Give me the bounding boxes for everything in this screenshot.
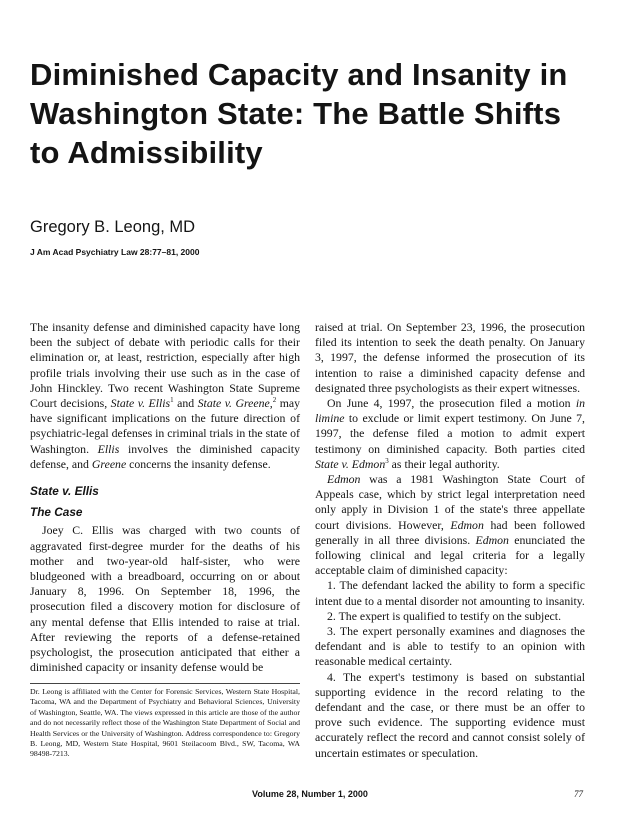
body-text: On June 4, 1997, the prosecution filed a motion <box>327 396 576 411</box>
footer-volume: Volume 28, Number 1, 2000 <box>252 789 368 799</box>
intro-text: concerns the insanity defense. <box>126 456 271 471</box>
body-text: as their legal authority. <box>388 456 500 471</box>
intro-text: The insanity defense and diminished capacity have long been the subject of debate with periodic calls for their elimination or, at least, restriction, especially after high profile trials involving their use such as in the case of John Hinckley. Two recent Washington State Supreme Court decisions, <box>30 320 300 411</box>
case-name: State v. Ellis <box>110 396 171 411</box>
author-name: Gregory B. Leong, MD <box>30 218 196 236</box>
latin-term: in limine <box>315 396 585 426</box>
case-name: Edmon <box>327 472 361 487</box>
body-paragraph <box>315 472 585 578</box>
criterion-item: 3. The expert personally examines and diagnoses the defendant and is able to testify to an opinion with reasonable medical certainty. <box>315 624 585 669</box>
page-number: 77 <box>574 789 583 799</box>
case-paragraph: Joey C. Ellis was charged with two counts of aggravated first-degree murder for the deaths of his mother and two-year-old half-sister, who were bludgeoned with a breadboard, occurring on or about January 8, 1996. On September 18, 1996, the prosecution filed a discovery motion for disclosure of any mental defense that Ellis intended to raise at trial. After reviewing the reports of a defense-retained psychologist, the prosecution anticipated that either a diminished capacity or insanity defense would be <box>30 523 300 675</box>
reference-number: 3 <box>385 456 389 465</box>
case-name: Greene <box>91 456 127 471</box>
body-text: was a 1981 Washington State Court of Appeals case, which by strict legal interpretation need only apply in Division 1 of the state's three appellate court divisions. However, <box>315 472 585 532</box>
case-name: State v. Greene, <box>197 396 273 411</box>
case-name: Ellis <box>97 441 120 456</box>
intro-text: involves the diminished capacity defense, and <box>30 441 300 471</box>
author-footnote: Dr. Leong is affiliated with the Center for Forensic Services, Western State Hospital, Tacoma, WA and the Department of Psychiatry and Behavioral Sciences, University of Washington, Seattle, WA. The views expressed in this article are those of the author and do not necessarily reflect those of the Washington State Department of Social and Health Services or the University of Washington. Address correspondence to: Gregory B. Leong, MD, Western State Hospital, 9601 Steilacoom Blvd., SW, Tacoma, WA 98498-7213. <box>30 683 300 760</box>
intro-paragraph <box>30 320 300 472</box>
body-text: had been followed generally in all three divisions. <box>315 517 585 547</box>
case-name: Edmon <box>450 517 484 532</box>
intro-text: and <box>173 396 198 411</box>
right-column <box>315 320 585 761</box>
reference-number: 2 <box>272 396 277 405</box>
case-name: State v. Edmon <box>315 456 386 471</box>
body-paragraph <box>315 396 585 472</box>
body-text: enunciated the following clinical and legal criteria for a legally acceptable claim of diminished capacity: <box>315 532 586 578</box>
criterion-item: 4. The expert's testimony is based on substantial supporting evidence in the record relating to the defendant and the case, or there must be an offer to prove such evidence. The supporting evidence must accurately reflect the record and cannot consist solely of uncertain estimates or speculation. <box>315 669 585 760</box>
section-heading: State v. Ellis <box>30 484 99 499</box>
body-paragraph: raised at trial. On September 23, 1996, the prosecution filed its intention to seek the death penalty. On January 3, 1997, the defense informed the prosecution of its intention to raise a diminished capacity defense and designated three psychologists as their expert witnesses. <box>315 320 585 395</box>
left-column <box>30 320 300 675</box>
criterion-item: 2. The expert is qualified to testify on the subject. <box>327 608 562 623</box>
body-text: to exclude or limit expert testimony. On June 7, 1997, the defense filed a motion to admit expert testimony on diminished capacity. Both parties cited <box>315 411 585 456</box>
reference-number: 1 <box>170 396 174 405</box>
subsection-heading: The Case <box>30 505 83 520</box>
journal-citation: J Am Acad Psychiatry Law 28:77–81, 2000 <box>30 247 200 257</box>
article-title: Diminished Capacity and Insanity in Washington State: The Battle Shifts to Admissibility <box>30 57 568 170</box>
criterion-item: 1. The defendant lacked the ability to form a specific intent due to a mental disorder not amounting to insanity. <box>315 578 585 608</box>
intro-text: may have significant implications on the future direction of psychiatric-legal defenses in criminal trials in the state of Washington. <box>30 396 301 456</box>
case-name: Edmon <box>475 532 509 547</box>
